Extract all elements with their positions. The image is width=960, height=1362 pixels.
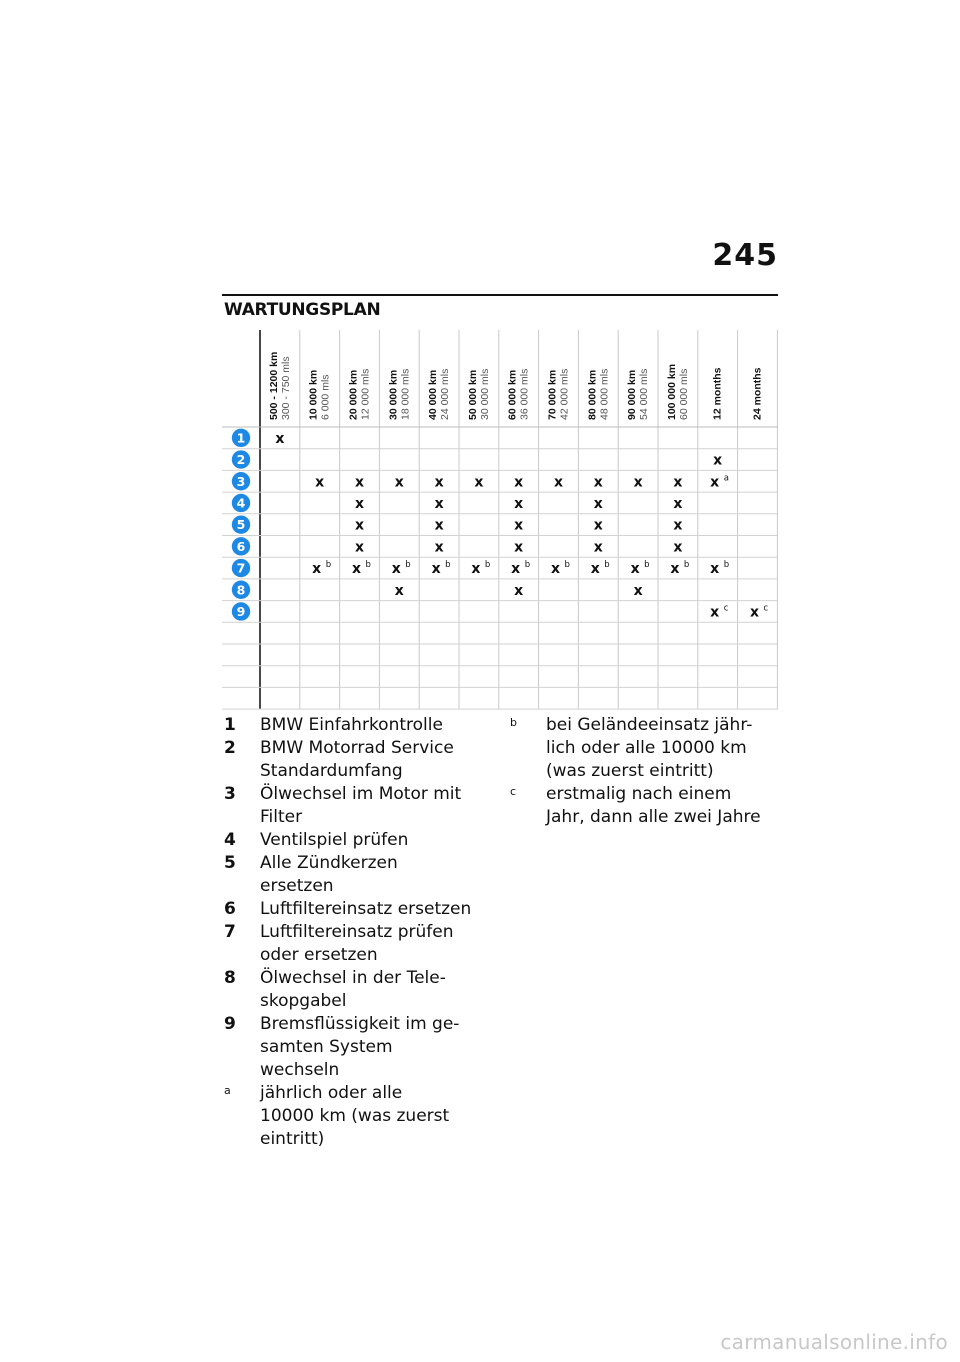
text-line: lich oder alle 10000 km bbox=[546, 738, 747, 758]
text-line: Ventilspiel prüfen bbox=[260, 830, 409, 850]
maintenance-mark: x bbox=[514, 495, 524, 512]
text-line: Ölwechsel im Motor mit bbox=[260, 784, 462, 804]
column-header-mls: 18 000 mls bbox=[399, 368, 412, 420]
column-header-km: 500 - 1200 km bbox=[267, 351, 280, 420]
maintenance-mark: x bbox=[434, 474, 444, 491]
footnote-superscript: c bbox=[763, 603, 769, 614]
maintenance-mark: x bbox=[713, 452, 723, 469]
column-header-km: 40 000 km bbox=[427, 369, 440, 420]
maintenance-mark: x bbox=[471, 561, 481, 578]
footnote-superscript: b bbox=[405, 560, 411, 571]
maintenance-mark: x bbox=[434, 495, 444, 512]
text-line: Alle Zündkerzen ersetzen bbox=[260, 853, 398, 896]
row-number-label: 2 bbox=[236, 452, 246, 468]
maintenance-mark: x bbox=[275, 430, 285, 447]
column-header-mls: 30 000 mls bbox=[478, 368, 491, 420]
maintenance-mark: x bbox=[710, 604, 720, 621]
footnote-superscript: b bbox=[365, 560, 371, 571]
legend-text bbox=[260, 898, 476, 921]
text-line: Luftfiltereinsatz prüfen bbox=[260, 922, 454, 942]
maintenance-mark: x bbox=[354, 539, 365, 556]
legend-number: 2 bbox=[224, 738, 236, 758]
column-header-mls: 42 000 mls bbox=[558, 368, 571, 420]
footnote-text bbox=[260, 1082, 476, 1151]
text-line: erstmalig nach einem bbox=[546, 784, 732, 804]
column-header-mls: 6 000 mls bbox=[319, 374, 332, 420]
column-header-period: 24 months bbox=[751, 367, 764, 420]
footnote-superscript: b bbox=[524, 560, 531, 571]
legend-item bbox=[224, 921, 476, 967]
row-number-label: 8 bbox=[236, 582, 246, 598]
legend-item bbox=[224, 898, 476, 921]
column-header-km: 20 000 km bbox=[347, 369, 360, 420]
column-header-km: 10 000 km bbox=[307, 369, 320, 420]
text-line: Jahr, dann alle zwei Jahre bbox=[546, 807, 761, 827]
maintenance-mark: x bbox=[673, 474, 683, 491]
maintenance-mark: x bbox=[511, 561, 521, 578]
text-line: bei Geländeeinsatz jähr- bbox=[546, 715, 753, 735]
text-line: (was zuerst eintritt) bbox=[546, 761, 714, 781]
legend-item bbox=[224, 852, 476, 898]
maintenance-mark: x bbox=[633, 582, 643, 599]
legend-number: 6 bbox=[224, 899, 236, 919]
maintenance-mark: x bbox=[630, 561, 640, 578]
legend-item bbox=[224, 783, 476, 829]
column-header-mls: 54 000 mls bbox=[638, 368, 651, 420]
maintenance-mark: x bbox=[553, 474, 564, 491]
legend-left-column bbox=[224, 714, 476, 1151]
footnote-superscript: b bbox=[723, 560, 730, 571]
maintenance-mark: x bbox=[673, 495, 683, 512]
legend-item bbox=[224, 1013, 476, 1082]
maintenance-mark: x bbox=[673, 517, 683, 534]
legend-number: 4 bbox=[224, 830, 236, 850]
column-header-km: 100 000 km bbox=[665, 363, 678, 420]
maintenance-mark: x bbox=[354, 517, 365, 534]
maintenance-mark: x bbox=[514, 539, 524, 556]
maintenance-mark: x bbox=[593, 495, 603, 512]
maintenance-mark: x bbox=[593, 474, 603, 491]
row-number-label: 6 bbox=[236, 538, 246, 554]
footnote-superscript: c bbox=[723, 603, 729, 614]
footnote-item bbox=[510, 783, 780, 829]
maintenance-mark: x bbox=[391, 561, 401, 578]
maintenance-mark: x bbox=[514, 474, 524, 491]
column-header-mls: 24 000 mls bbox=[439, 368, 452, 420]
footnote-superscript: b bbox=[445, 560, 451, 571]
legend-text bbox=[260, 829, 476, 852]
footnote-text bbox=[546, 783, 780, 829]
text-line: BMW Motorrad Service bbox=[260, 738, 454, 758]
footnote-superscript: b bbox=[484, 560, 491, 571]
legend-number: 3 bbox=[224, 784, 236, 804]
row-number-label: 5 bbox=[236, 517, 246, 533]
column-header-mls: 12 000 mls bbox=[359, 368, 372, 420]
maintenance-mark: x bbox=[394, 474, 404, 491]
footnote-superscript: b bbox=[604, 560, 610, 571]
maintenance-mark: x bbox=[670, 561, 680, 578]
footnote-superscript: b bbox=[644, 560, 650, 571]
text-line: samten System wechseln bbox=[260, 1037, 393, 1080]
text-line: Luftfiltereinsatz ersetzen bbox=[260, 899, 472, 919]
maintenance-mark: x bbox=[590, 561, 600, 578]
footnote-superscript: b bbox=[683, 560, 690, 571]
maintenance-mark: x bbox=[354, 474, 365, 491]
footnote-superscript: a bbox=[723, 473, 729, 484]
legend-text bbox=[260, 967, 476, 1013]
column-header-period: 12 months bbox=[711, 367, 724, 420]
legend-text bbox=[260, 921, 476, 967]
maintenance-mark: x bbox=[312, 561, 322, 578]
maintenance-mark: x bbox=[514, 582, 524, 599]
maintenance-mark: x bbox=[710, 561, 720, 578]
column-header-mls: 60 000 mls bbox=[677, 368, 690, 420]
section-title: WARTUNGSPLAN bbox=[224, 300, 381, 320]
watermark: carmanualsonline.info bbox=[720, 1330, 948, 1354]
footnote-mark: b bbox=[510, 716, 517, 729]
maintenance-mark: x bbox=[394, 582, 404, 599]
row-number-label: 4 bbox=[236, 495, 246, 511]
footnote-mark: a bbox=[224, 1084, 231, 1097]
maintenance-mark: x bbox=[633, 474, 643, 491]
maintenance-mark: x bbox=[315, 474, 325, 491]
legend-number: 1 bbox=[224, 715, 236, 735]
maintenance-mark: x bbox=[593, 539, 603, 556]
column-header-km: 30 000 km bbox=[387, 369, 400, 420]
column-header-km: 90 000 km bbox=[626, 369, 639, 420]
legend-number: 9 bbox=[224, 1014, 236, 1034]
maintenance-mark: x bbox=[434, 517, 444, 534]
legend-item bbox=[224, 829, 476, 852]
maintenance-mark: x bbox=[434, 539, 444, 556]
text-line: oder ersetzen bbox=[260, 945, 378, 965]
column-header-mls: 300 - 750 mls bbox=[279, 356, 292, 420]
footnote-superscript: b bbox=[325, 560, 332, 571]
legend-right-column bbox=[510, 714, 780, 829]
row-number-label: 9 bbox=[236, 603, 246, 619]
maintenance-mark: x bbox=[749, 604, 760, 621]
maintenance-mark: x bbox=[354, 495, 365, 512]
legend-number: 8 bbox=[224, 968, 236, 988]
text-line: skopgabel bbox=[260, 991, 347, 1011]
maintenance-mark: x bbox=[474, 474, 484, 491]
legend-number: 7 bbox=[224, 922, 236, 942]
text-line: eintritt) bbox=[260, 1129, 325, 1149]
text-line: Filter bbox=[260, 807, 303, 827]
page-number: 245 bbox=[712, 238, 778, 273]
text-line: Bremsflüssigkeit im ge- bbox=[260, 1014, 460, 1034]
maintenance-mark: x bbox=[710, 474, 720, 491]
text-line: 10000 km (was zuerst bbox=[260, 1106, 450, 1126]
legend-text bbox=[260, 1013, 476, 1082]
text-line: jährlich oder alle bbox=[260, 1083, 403, 1103]
column-header-km: 50 000 km bbox=[466, 369, 479, 420]
maintenance-mark: x bbox=[431, 561, 441, 578]
maintenance-mark: x bbox=[593, 517, 603, 534]
row-number-label: 3 bbox=[236, 473, 246, 489]
column-header-km: 70 000 km bbox=[546, 369, 559, 420]
legend-text bbox=[260, 737, 476, 783]
footnote-superscript: b bbox=[564, 560, 570, 571]
legend-item bbox=[224, 737, 476, 783]
maintenance-mark: x bbox=[673, 539, 683, 556]
legend-item bbox=[224, 967, 476, 1013]
maintenance-mark: x bbox=[550, 561, 561, 578]
maintenance-mark: x bbox=[351, 561, 362, 578]
legend-text bbox=[260, 852, 476, 898]
column-header-mls: 36 000 mls bbox=[518, 368, 531, 420]
legend-text bbox=[260, 783, 476, 829]
row-number-label: 7 bbox=[236, 560, 246, 576]
text-line: Standardumfang bbox=[260, 761, 403, 781]
footnote-item bbox=[510, 714, 780, 783]
legend-number: 5 bbox=[224, 853, 236, 873]
footnote-item bbox=[224, 1082, 476, 1151]
footnote-text bbox=[546, 714, 780, 783]
row-number-label: 1 bbox=[236, 430, 246, 446]
legend-text bbox=[260, 714, 476, 737]
column-header-mls: 48 000 mls bbox=[598, 368, 611, 420]
text-line: Ölwechsel in der Tele- bbox=[260, 968, 446, 988]
maintenance-mark: x bbox=[514, 517, 524, 534]
column-header-km: 60 000 km bbox=[506, 369, 519, 420]
text-line: BMW Einfahrkontrolle bbox=[260, 715, 443, 735]
footnote-mark: c bbox=[510, 785, 517, 798]
legend-item bbox=[224, 714, 476, 737]
column-header-km: 80 000 km bbox=[586, 369, 599, 420]
